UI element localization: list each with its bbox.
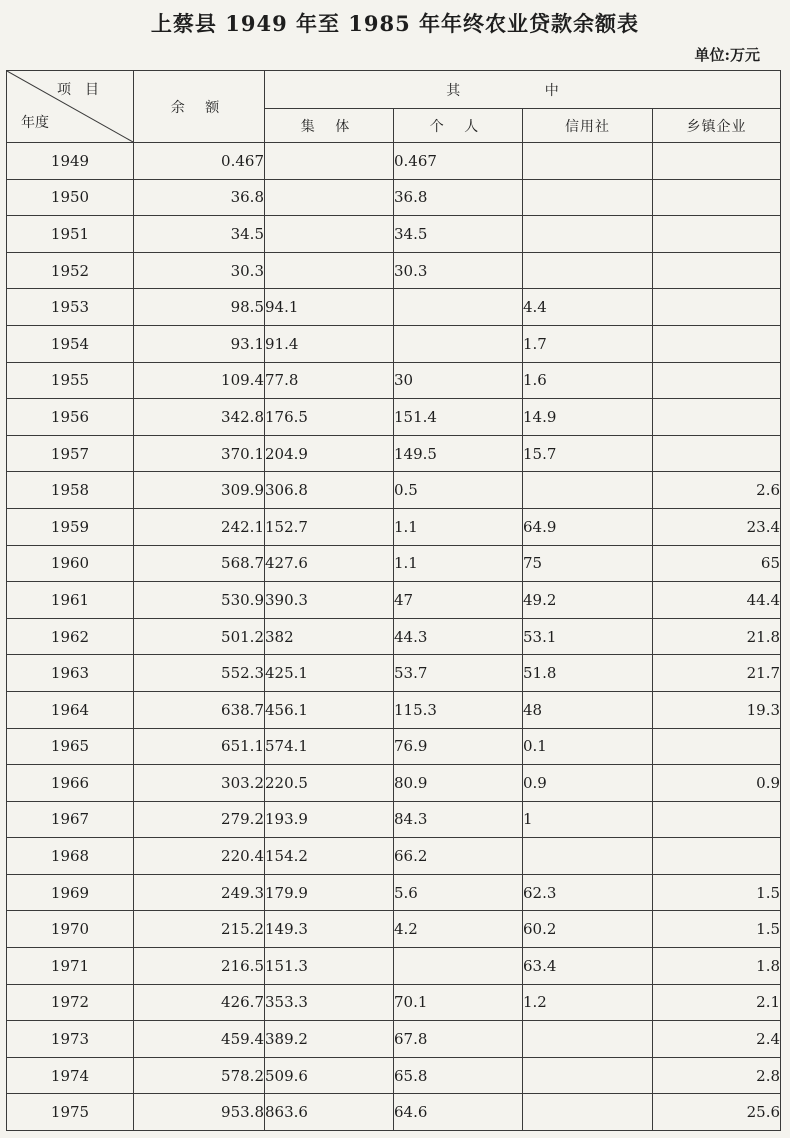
township-enterprise-cell bbox=[653, 399, 781, 436]
collective-cell: 179.9 bbox=[265, 874, 394, 911]
township-enterprise-header: 乡镇企业 bbox=[653, 109, 781, 143]
collective-header: 集 体 bbox=[265, 109, 394, 143]
credit-coop-cell bbox=[523, 472, 653, 509]
township-enterprise-cell bbox=[653, 801, 781, 838]
year-cell: 1966 bbox=[7, 765, 134, 802]
balance-cell: 459.4 bbox=[134, 1021, 265, 1058]
township-enterprise-cell: 2.4 bbox=[653, 1021, 781, 1058]
township-enterprise-cell: 0.9 bbox=[653, 765, 781, 802]
table-row bbox=[7, 618, 781, 655]
collective-cell: 425.1 bbox=[265, 655, 394, 692]
year-cell: 1972 bbox=[7, 984, 134, 1021]
collective-cell: 389.2 bbox=[265, 1021, 394, 1058]
year-cell: 1953 bbox=[7, 289, 134, 326]
collective-cell: 193.9 bbox=[265, 801, 394, 838]
table-row bbox=[7, 765, 781, 802]
year-cell: 1956 bbox=[7, 399, 134, 436]
township-enterprise-cell: 1.5 bbox=[653, 911, 781, 948]
collective-cell: 456.1 bbox=[265, 691, 394, 728]
group-header: 其 中 bbox=[265, 71, 781, 109]
credit-coop-cell: 60.2 bbox=[523, 911, 653, 948]
credit-coop-cell bbox=[523, 216, 653, 253]
table-row bbox=[7, 582, 781, 619]
individual-cell: 53.7 bbox=[394, 655, 523, 692]
year-cell: 1962 bbox=[7, 618, 134, 655]
individual-cell: 34.5 bbox=[394, 216, 523, 253]
township-enterprise-cell: 65 bbox=[653, 545, 781, 582]
balance-header: 余 额 bbox=[134, 71, 265, 143]
collective-cell: 509.6 bbox=[265, 1057, 394, 1094]
balance-cell: 303.2 bbox=[134, 765, 265, 802]
individual-cell: 80.9 bbox=[394, 765, 523, 802]
table-row bbox=[7, 252, 781, 289]
table-row bbox=[7, 801, 781, 838]
loan-balance-table bbox=[6, 70, 781, 1131]
collective-cell: 390.3 bbox=[265, 582, 394, 619]
table-row bbox=[7, 545, 781, 582]
year-cell: 1961 bbox=[7, 582, 134, 619]
collective-cell bbox=[265, 252, 394, 289]
credit-coop-cell: 0.1 bbox=[523, 728, 653, 765]
township-enterprise-cell bbox=[653, 289, 781, 326]
credit-coop-cell: 1.7 bbox=[523, 325, 653, 362]
credit-coop-cell: 63.4 bbox=[523, 948, 653, 985]
balance-cell: 309.9 bbox=[134, 472, 265, 509]
credit-coop-cell: 4.4 bbox=[523, 289, 653, 326]
individual-cell: 151.4 bbox=[394, 399, 523, 436]
year-cell: 1975 bbox=[7, 1094, 134, 1131]
credit-coop-cell: 64.9 bbox=[523, 508, 653, 545]
balance-cell: 34.5 bbox=[134, 216, 265, 253]
credit-coop-cell: 62.3 bbox=[523, 874, 653, 911]
individual-cell: 36.8 bbox=[394, 179, 523, 216]
table-row bbox=[7, 1094, 781, 1131]
collective-cell: 176.5 bbox=[265, 399, 394, 436]
table-row bbox=[7, 984, 781, 1021]
table-row bbox=[7, 435, 781, 472]
table-row bbox=[7, 874, 781, 911]
individual-cell bbox=[394, 289, 523, 326]
balance-cell: 36.8 bbox=[134, 179, 265, 216]
credit-coop-cell bbox=[523, 1057, 653, 1094]
year-cell: 1960 bbox=[7, 545, 134, 582]
balance-cell: 242.1 bbox=[134, 508, 265, 545]
township-enterprise-cell: 44.4 bbox=[653, 582, 781, 619]
year-cell: 1965 bbox=[7, 728, 134, 765]
table-row bbox=[7, 948, 781, 985]
credit-coop-cell: 1.2 bbox=[523, 984, 653, 1021]
credit-coop-cell: 1 bbox=[523, 801, 653, 838]
collective-cell: 152.7 bbox=[265, 508, 394, 545]
credit-coop-cell: 15.7 bbox=[523, 435, 653, 472]
credit-coop-cell: 48 bbox=[523, 691, 653, 728]
individual-cell: 4.2 bbox=[394, 911, 523, 948]
collective-cell: 151.3 bbox=[265, 948, 394, 985]
collective-cell: 574.1 bbox=[265, 728, 394, 765]
individual-cell: 30.3 bbox=[394, 252, 523, 289]
township-enterprise-cell: 23.4 bbox=[653, 508, 781, 545]
township-enterprise-cell bbox=[653, 362, 781, 399]
year-cell: 1963 bbox=[7, 655, 134, 692]
table-row bbox=[7, 216, 781, 253]
table-row bbox=[7, 472, 781, 509]
credit-coop-cell bbox=[523, 1094, 653, 1131]
year-cell: 1957 bbox=[7, 435, 134, 472]
collective-cell: 149.3 bbox=[265, 911, 394, 948]
balance-cell: 568.7 bbox=[134, 545, 265, 582]
table-row bbox=[7, 655, 781, 692]
collective-cell: 204.9 bbox=[265, 435, 394, 472]
township-enterprise-cell: 25.6 bbox=[653, 1094, 781, 1131]
individual-cell: 84.3 bbox=[394, 801, 523, 838]
township-enterprise-cell bbox=[653, 216, 781, 253]
credit-coop-cell: 1.6 bbox=[523, 362, 653, 399]
collective-cell: 154.2 bbox=[265, 838, 394, 875]
balance-cell: 109.4 bbox=[134, 362, 265, 399]
year-cell: 1951 bbox=[7, 216, 134, 253]
year-cell: 1973 bbox=[7, 1021, 134, 1058]
balance-cell: 370.1 bbox=[134, 435, 265, 472]
township-enterprise-cell: 1.8 bbox=[653, 948, 781, 985]
township-enterprise-cell: 1.5 bbox=[653, 874, 781, 911]
table-row bbox=[7, 325, 781, 362]
table-row bbox=[7, 179, 781, 216]
credit-coop-cell: 0.9 bbox=[523, 765, 653, 802]
balance-cell: 216.5 bbox=[134, 948, 265, 985]
collective-cell: 863.6 bbox=[265, 1094, 394, 1131]
table-body bbox=[7, 143, 781, 1131]
township-enterprise-cell bbox=[653, 252, 781, 289]
credit-coop-header: 信用社 bbox=[523, 109, 653, 143]
individual-cell: 0.5 bbox=[394, 472, 523, 509]
credit-coop-cell bbox=[523, 838, 653, 875]
year-cell: 1958 bbox=[7, 472, 134, 509]
balance-cell: 552.3 bbox=[134, 655, 265, 692]
township-enterprise-cell: 21.7 bbox=[653, 655, 781, 692]
township-enterprise-cell: 19.3 bbox=[653, 691, 781, 728]
year-cell: 1968 bbox=[7, 838, 134, 875]
individual-cell: 44.3 bbox=[394, 618, 523, 655]
township-enterprise-cell bbox=[653, 325, 781, 362]
individual-cell bbox=[394, 325, 523, 362]
table-row bbox=[7, 691, 781, 728]
collective-cell: 427.6 bbox=[265, 545, 394, 582]
collective-cell bbox=[265, 216, 394, 253]
collective-cell: 382 bbox=[265, 618, 394, 655]
year-cell: 1967 bbox=[7, 801, 134, 838]
individual-cell: 0.467 bbox=[394, 143, 523, 180]
township-enterprise-cell: 2.1 bbox=[653, 984, 781, 1021]
township-enterprise-cell: 2.8 bbox=[653, 1057, 781, 1094]
credit-coop-cell bbox=[523, 143, 653, 180]
corner-header-cell bbox=[7, 71, 134, 143]
table-row bbox=[7, 508, 781, 545]
township-enterprise-cell bbox=[653, 838, 781, 875]
collective-cell: 306.8 bbox=[265, 472, 394, 509]
individual-cell: 66.2 bbox=[394, 838, 523, 875]
balance-cell: 93.1 bbox=[134, 325, 265, 362]
year-cell: 1974 bbox=[7, 1057, 134, 1094]
township-enterprise-cell bbox=[653, 143, 781, 180]
balance-cell: 530.9 bbox=[134, 582, 265, 619]
collective-cell: 220.5 bbox=[265, 765, 394, 802]
individual-cell: 70.1 bbox=[394, 984, 523, 1021]
credit-coop-cell bbox=[523, 252, 653, 289]
individual-cell: 67.8 bbox=[394, 1021, 523, 1058]
unit-label: 单位:万元 bbox=[694, 46, 760, 64]
balance-cell: 426.7 bbox=[134, 984, 265, 1021]
balance-cell: 249.3 bbox=[134, 874, 265, 911]
township-enterprise-cell bbox=[653, 728, 781, 765]
corner-year-label: 年度 bbox=[21, 115, 49, 131]
year-cell: 1954 bbox=[7, 325, 134, 362]
credit-coop-cell: 75 bbox=[523, 545, 653, 582]
table-row bbox=[7, 289, 781, 326]
year-cell: 1964 bbox=[7, 691, 134, 728]
township-enterprise-cell bbox=[653, 179, 781, 216]
table-title: 上蔡县 1949 年至 1985 年年终农业贷款余额表 bbox=[150, 11, 640, 36]
collective-cell bbox=[265, 179, 394, 216]
individual-cell: 149.5 bbox=[394, 435, 523, 472]
balance-cell: 279.2 bbox=[134, 801, 265, 838]
year-cell: 1952 bbox=[7, 252, 134, 289]
year-cell: 1969 bbox=[7, 874, 134, 911]
table-row bbox=[7, 399, 781, 436]
year-cell: 1970 bbox=[7, 911, 134, 948]
year-cell: 1959 bbox=[7, 508, 134, 545]
individual-header: 个 人 bbox=[394, 109, 523, 143]
township-enterprise-cell: 2.6 bbox=[653, 472, 781, 509]
balance-cell: 215.2 bbox=[134, 911, 265, 948]
credit-coop-cell bbox=[523, 1021, 653, 1058]
individual-cell: 47 bbox=[394, 582, 523, 619]
individual-cell: 1.1 bbox=[394, 508, 523, 545]
credit-coop-cell: 14.9 bbox=[523, 399, 653, 436]
collective-cell: 77.8 bbox=[265, 362, 394, 399]
table-row bbox=[7, 362, 781, 399]
credit-coop-cell: 51.8 bbox=[523, 655, 653, 692]
individual-cell: 1.1 bbox=[394, 545, 523, 582]
balance-cell: 220.4 bbox=[134, 838, 265, 875]
balance-cell: 0.467 bbox=[134, 143, 265, 180]
balance-cell: 638.7 bbox=[134, 691, 265, 728]
collective-cell: 353.3 bbox=[265, 984, 394, 1021]
individual-cell: 76.9 bbox=[394, 728, 523, 765]
credit-coop-cell: 49.2 bbox=[523, 582, 653, 619]
balance-cell: 578.2 bbox=[134, 1057, 265, 1094]
table-row bbox=[7, 911, 781, 948]
balance-cell: 342.8 bbox=[134, 399, 265, 436]
collective-cell: 91.4 bbox=[265, 325, 394, 362]
table-row bbox=[7, 728, 781, 765]
individual-cell bbox=[394, 948, 523, 985]
corner-item-label: 项目 bbox=[57, 82, 113, 98]
balance-cell: 30.3 bbox=[134, 252, 265, 289]
collective-cell bbox=[265, 143, 394, 180]
collective-cell: 94.1 bbox=[265, 289, 394, 326]
balance-cell: 651.1 bbox=[134, 728, 265, 765]
credit-coop-cell: 53.1 bbox=[523, 618, 653, 655]
individual-cell: 30 bbox=[394, 362, 523, 399]
individual-cell: 5.6 bbox=[394, 874, 523, 911]
year-cell: 1950 bbox=[7, 179, 134, 216]
individual-cell: 65.8 bbox=[394, 1057, 523, 1094]
balance-cell: 953.8 bbox=[134, 1094, 265, 1131]
year-cell: 1955 bbox=[7, 362, 134, 399]
balance-cell: 98.5 bbox=[134, 289, 265, 326]
table-row bbox=[7, 1021, 781, 1058]
individual-cell: 64.6 bbox=[394, 1094, 523, 1131]
table-row bbox=[7, 1057, 781, 1094]
table-header bbox=[7, 71, 781, 143]
township-enterprise-cell: 21.8 bbox=[653, 618, 781, 655]
township-enterprise-cell bbox=[653, 435, 781, 472]
table-row bbox=[7, 143, 781, 180]
table-row bbox=[7, 838, 781, 875]
balance-cell: 501.2 bbox=[134, 618, 265, 655]
year-cell: 1971 bbox=[7, 948, 134, 985]
individual-cell: 115.3 bbox=[394, 691, 523, 728]
year-cell: 1949 bbox=[7, 143, 134, 180]
credit-coop-cell bbox=[523, 179, 653, 216]
